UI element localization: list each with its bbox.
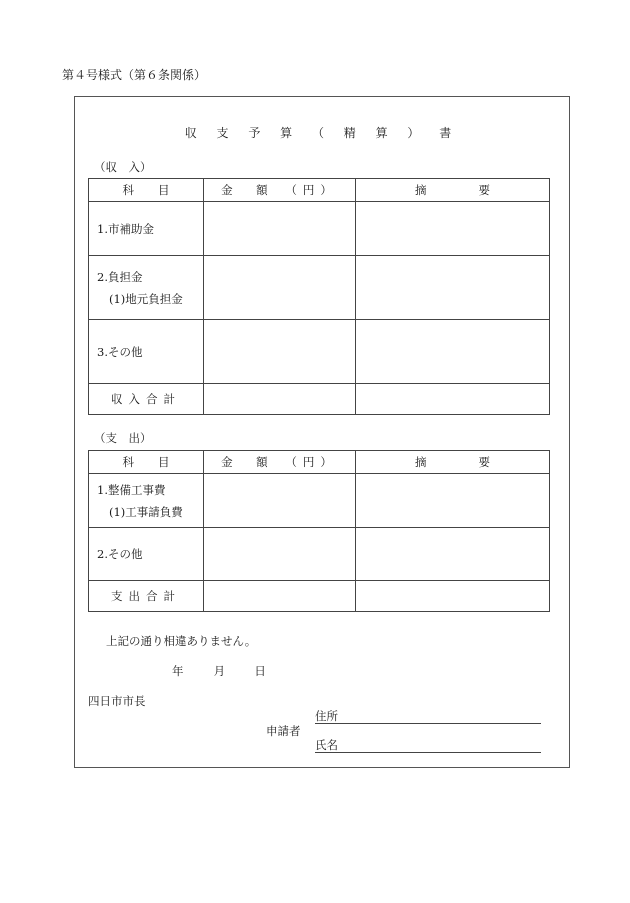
summary-cell[interactable]	[356, 528, 550, 581]
income-section-label: （収 入）	[94, 160, 152, 174]
summary-cell[interactable]	[356, 474, 550, 528]
amount-cell[interactable]	[204, 581, 356, 612]
income-header-amount: 金 額 （円）	[204, 179, 356, 202]
applicant-label: 申請者	[266, 724, 301, 738]
income-item-other	[89, 320, 204, 384]
item-label: 1.市補助金	[97, 221, 154, 236]
table-row	[89, 320, 550, 384]
expense-table	[88, 450, 550, 612]
item-sub-label: (1)地元負担金	[109, 291, 183, 306]
date-month: 月	[213, 664, 226, 678]
expense-item-other	[89, 528, 204, 581]
date-year: 年	[172, 664, 184, 678]
income-table	[88, 178, 550, 415]
item-sub-label: (1)工事請負費	[109, 504, 183, 519]
income-header-row	[89, 179, 550, 202]
mayor-title: 四日市市長	[88, 694, 146, 708]
table-row	[89, 256, 550, 320]
document-frame	[74, 96, 570, 768]
expense-section-label: （支 出）	[94, 431, 152, 445]
item-label: 1.整備工事費	[97, 482, 166, 497]
declaration-text: 上記の通り相違ありません。	[106, 634, 257, 648]
table-row	[89, 528, 550, 581]
table-row	[89, 474, 550, 528]
income-total-label: 収入合計	[89, 384, 204, 415]
date-day: 日	[254, 664, 266, 678]
income-item-city-subsidy	[89, 202, 204, 256]
expense-header-subject: 科目	[89, 451, 204, 474]
name-label: 氏名	[315, 738, 338, 752]
summary-cell[interactable]	[356, 581, 550, 612]
summary-cell[interactable]	[356, 384, 550, 415]
income-total-row	[89, 384, 550, 415]
expense-header-summary: 摘要	[356, 451, 550, 474]
amount-cell[interactable]	[204, 320, 356, 384]
item-label: 3.その他	[97, 344, 143, 359]
name-field[interactable]	[315, 738, 541, 753]
expense-total-label: 支出合計	[89, 581, 204, 612]
amount-cell[interactable]	[204, 474, 356, 528]
amount-cell[interactable]	[204, 528, 356, 581]
income-item-contribution	[89, 256, 204, 320]
date-line	[172, 663, 266, 679]
item-label: 2.その他	[97, 547, 143, 561]
expense-total-row	[89, 581, 550, 612]
income-header-subject: 科目	[89, 179, 204, 202]
expense-header-amount: 金 額 （円）	[204, 451, 356, 474]
form-number-label: 第４号様式（第６条関係）	[62, 68, 207, 82]
summary-cell[interactable]	[356, 202, 550, 256]
amount-cell[interactable]	[204, 202, 356, 256]
summary-cell[interactable]	[356, 320, 550, 384]
address-label: 住所	[315, 709, 338, 723]
document-title: 収 支 予 算 （ 精 算 ） 書	[184, 126, 460, 140]
table-row	[89, 202, 550, 256]
expense-header-row	[89, 451, 550, 474]
amount-cell[interactable]	[204, 384, 356, 415]
item-label: 2.負担金	[97, 269, 143, 284]
amount-cell[interactable]	[204, 256, 356, 320]
income-header-summary: 摘要	[356, 179, 550, 202]
summary-cell[interactable]	[356, 256, 550, 320]
expense-item-construction	[89, 474, 204, 528]
address-field[interactable]	[315, 709, 541, 724]
